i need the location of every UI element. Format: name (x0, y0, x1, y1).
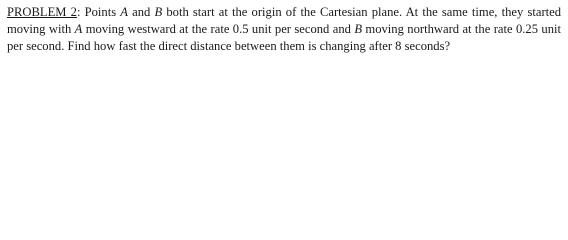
problem-label-colon: : (76, 5, 81, 19)
problem-text: Points (80, 5, 121, 19)
problem-text: both start at the origin of the Cartesian plane. At the same time, they started moving with (7, 5, 562, 36)
variable-a: A (74, 22, 83, 36)
problem-statement (7, 4, 561, 55)
problem-text: moving westward at the rate 0.5 unit per second and (82, 22, 355, 36)
variable-b: B (154, 5, 163, 19)
problem-text: moving northward at the rate 0.25 unit per second. Find how fast the direct distance between them is changing after 8 seconds? (7, 22, 561, 53)
variable-a: A (120, 5, 128, 19)
problem-text: and (127, 5, 155, 19)
problem-label: PROBLEM 2 (7, 5, 77, 19)
variable-b: B (354, 22, 363, 36)
page (0, 0, 568, 77)
